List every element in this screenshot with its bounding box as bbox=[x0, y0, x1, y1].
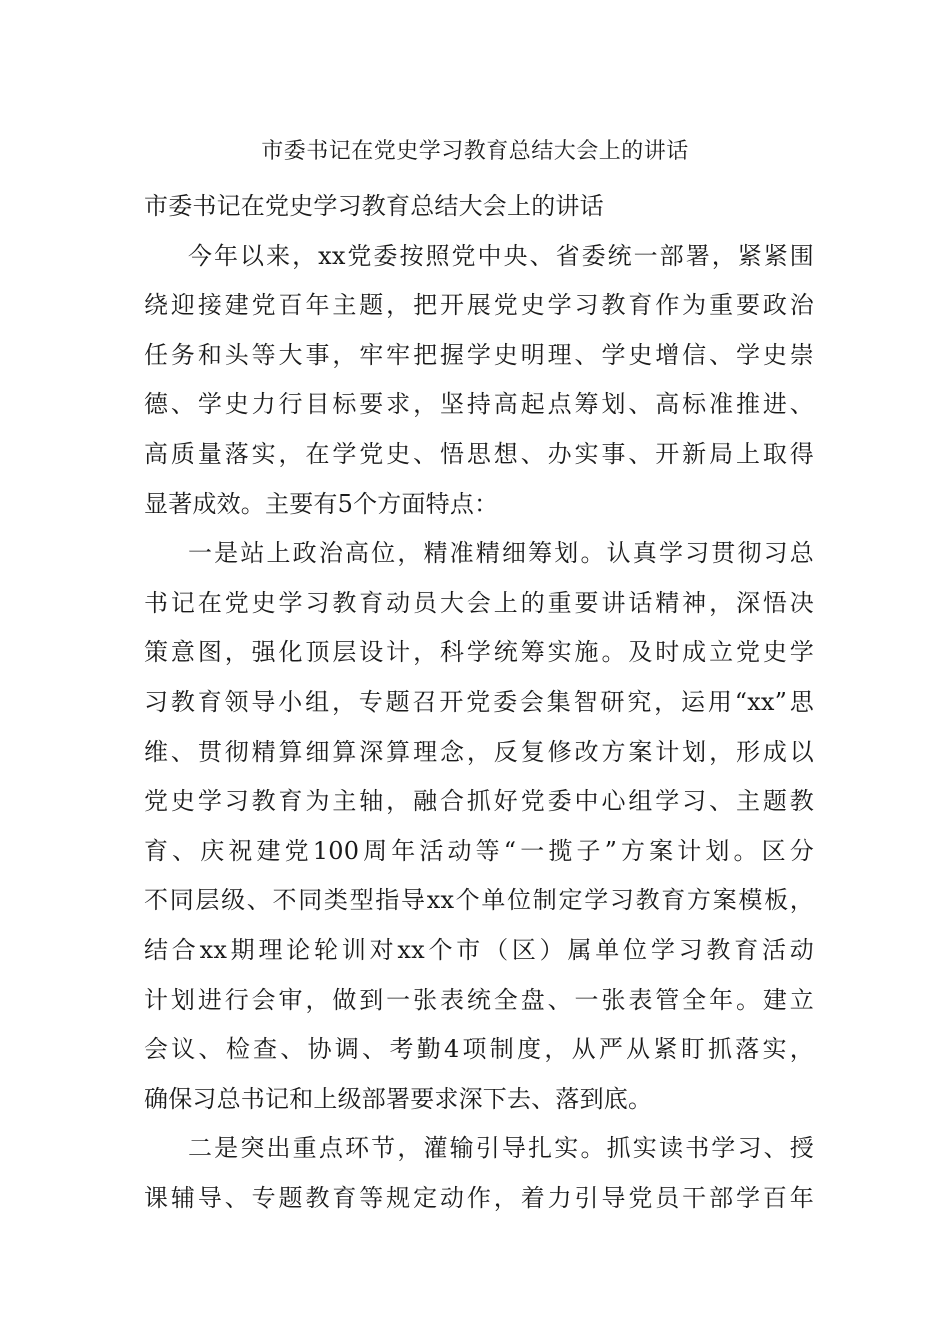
paragraph-line: 课辅导、专题教育等规定动作，着力引导党员干部学百年 bbox=[144, 1183, 814, 1212]
paragraph-line: 任务和头等大事，牢牢把握学史明理、学史增信、学史崇 bbox=[144, 340, 814, 369]
paragraph-line: 结合xx期理论轮训对xx个市（区）属单位学习教育活动 bbox=[144, 935, 814, 964]
paragraph-line: 会议、检查、协调、考勤4项制度，从严从紧盯抓落实， bbox=[144, 1035, 814, 1064]
document-body bbox=[144, 182, 814, 1223]
paragraph-line: 习教育领导小组，专题召开党委会集智研究，运用“xx”思 bbox=[144, 687, 814, 716]
paragraph-line: 维、贯彻精算细算深算理念，反复修改方案计划，形成以 bbox=[144, 737, 814, 766]
paragraph-line: 书记在党史学习教育动员大会上的重要讲话精神，深悟决 bbox=[144, 588, 814, 617]
paragraph-line: 今年以来，xx党委按照党中央、省委统一部署，紧紧围 bbox=[188, 241, 814, 270]
paragraph-line: 策意图，强化顶层设计，科学统筹实施。及时成立党史学 bbox=[144, 638, 814, 667]
paragraph-line: 德、学史力行目标要求，坚持高起点筹划、高标准推进、 bbox=[144, 390, 814, 419]
paragraph-line: 计划进行会审，做到一张表统全盘、一张表管全年。建立 bbox=[144, 985, 814, 1014]
subtitle-line: 市委书记在党史学习教育总结大会上的讲话 bbox=[144, 192, 604, 220]
paragraph-line: 显著成效。主要有5个方面特点： bbox=[144, 489, 499, 518]
paragraph-line: 二是突出重点环节，灌输引导扎实。抓实读书学习、授 bbox=[188, 1134, 814, 1163]
paragraph-line: 高质量落实，在学党史、悟思想、办实事、开新局上取得 bbox=[144, 439, 814, 468]
paragraph-line: 不同层级、不同类型指导xx个单位制定学习教育方案模板， bbox=[144, 886, 814, 915]
page-title: 市委书记在党史学习教育总结大会上的讲话 bbox=[261, 139, 689, 164]
paragraph-line: 一是站上政治高位，精准精细筹划。认真学习贯彻习总 bbox=[188, 539, 814, 568]
paragraph-line: 确保习总书记和上级部署要求深下去、落到底。 bbox=[144, 1084, 653, 1113]
paragraph-line: 绕迎接建党百年主题，把开展党史学习教育作为重要政治 bbox=[144, 291, 814, 320]
paragraph-line: 党史学习教育为主轴，融合抓好党委中心组学习、主题教 bbox=[144, 787, 814, 816]
paragraph-line: 育、庆祝建党100周年活动等“一揽子”方案计划。区分 bbox=[144, 836, 814, 865]
